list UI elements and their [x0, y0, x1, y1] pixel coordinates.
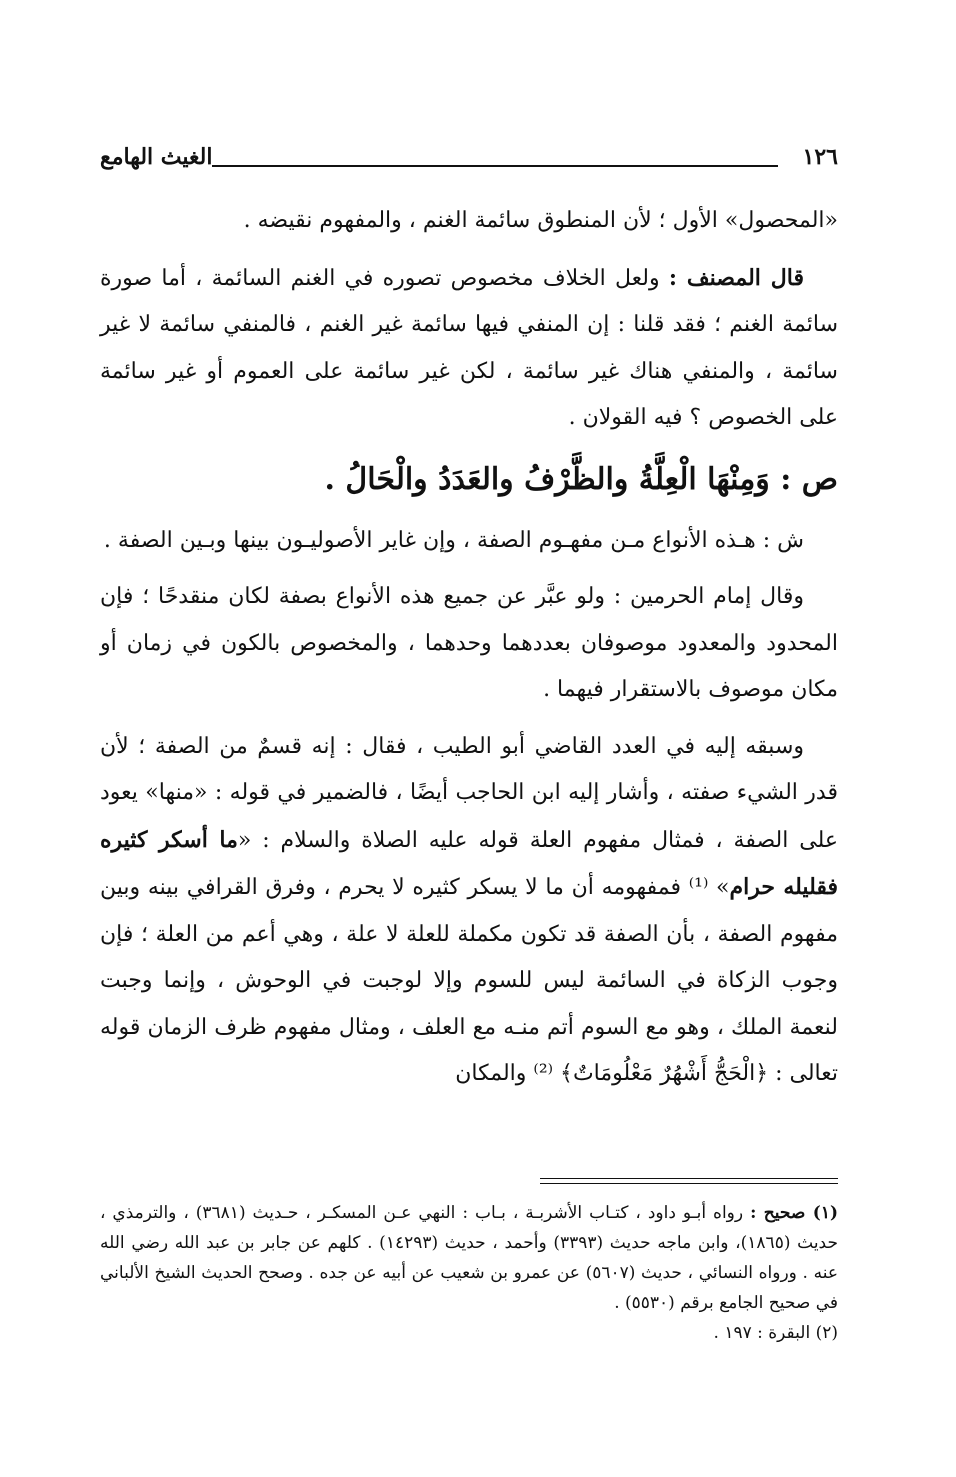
main-text: [100, 198, 838, 1108]
hadith-quote: ما أسكر كثيره فقليله حرام: [100, 826, 838, 900]
footnote-rule-double: [540, 1183, 838, 1184]
footnote-rule: [540, 1178, 838, 1179]
footnote-2: (٢) البقرة : ١٩٧ .: [713, 1323, 838, 1343]
paragraph-5-part-b: » ⁽¹⁾ فمفهومه أن ما لا يسكر كثيره لا يحرم ، وفرق القرافي بينه وبين مفهوم الصفة ، بأن الصفة قد تكون مكملة للعلة لا علة ، وهي أعم من العلة ؛ فإن وجوب الزكاة في السائمة ليس للسوم وإلا لوجبت في الوحوش ، وإنما وجبت لنعمة الملك ، وهو مع السوم أتم منـه مع العلف ، ومثال مفهوم ظرف الزمان قوله تعالى : ﴿الْحَجُّ أَشْهُرٌ مَعْلُومَاتٌ﴾ ⁽²⁾ والمكان: [100, 875, 838, 1086]
footnote-1-lead: (١) صحيح :: [750, 1203, 839, 1223]
book-title: الغيث الهامع: [100, 144, 213, 170]
footnote-1: [100, 1198, 838, 1318]
section-heading: ص : وَمِنْهَا الْعِلَّةُ والظَّرْفُ والعَدَدُ والْحَالُ .: [324, 461, 838, 497]
page-number: ١٢٦: [802, 144, 838, 170]
running-header: [100, 142, 838, 182]
paragraph-2: [100, 255, 838, 442]
author-label: قال المصنف :: [668, 264, 805, 291]
paragraph-1: «المحصول» الأول ؛ لأن المنطوق سائمة الغنم ، والمفهوم نقيضه .: [243, 208, 838, 233]
paragraph-4: وقال إمام الحرمين : ولو عبَّر عن جميع هذه الأنواع بصفة لكان منقدحًا ؛ فإن المحدود والمعدود موصوفان بعددهما وحدهما ، والمخصوص بالكون في زمان أو مكان موصوف بالاستقرار فيهما .: [100, 584, 838, 702]
header-rule: [212, 165, 778, 167]
paragraph-3: ش : هـذه الأنواع مـن مفهـوم الصفة ، وإن غاير الأصوليـون بينها وبـين الصفة .: [103, 527, 804, 553]
footnotes: [100, 1198, 838, 1348]
paragraph-5-part-a: وسبقه إليه في العدد القاضي أبو الطيب ، فقال : إنه قسمٌ من الصفة ؛ لأن قدر الشيء صفته ، وأشار إليه ابن الحاجب أيضًا ، فالضمير في قوله : «منها» يعود على الصفة ، فمثال مفهوم العلة قوله عليه الصلاة والسلام : «: [100, 733, 838, 853]
footnote-1-text: رواه أبـو داود ، كتـاب الأشربـة ، بـاب : النهي عـن المسكـر ، حـديث (٣٦٨١) ، والترمذي ، حديث (١٨٦٥)، وابن ماجه حديث (٣٣٩٣) وأحمد ، حديث (١٤٢٩٣) . كلهم عن جابر بن عبد الله رضي الله عنه . ورواه النسائي ، حديث (٥٦٠٧) عن عمرو بن شعيب عن أبيه عن جده . وصحح الحديث الشيخ الألباني في صحيح الجامع برقم (٥٥٣٠) .: [100, 1203, 838, 1313]
paragraph-2-text: ولعل الخلاف مخصوص تصوره في الغنم السائمة ، أما صورة سائمة الغنم ؛ فقد قلنا : إن المنفي فيها سائمة غير الغنم ، فالمنفي سائمة لا غير سائمة ، والمنفي هناك غير سائمة ، لكن غير سائمة على العموم أو غير سائمة على الخصوص ؟ فيه القولان .: [100, 265, 838, 430]
paragraph-5: [100, 724, 838, 1098]
